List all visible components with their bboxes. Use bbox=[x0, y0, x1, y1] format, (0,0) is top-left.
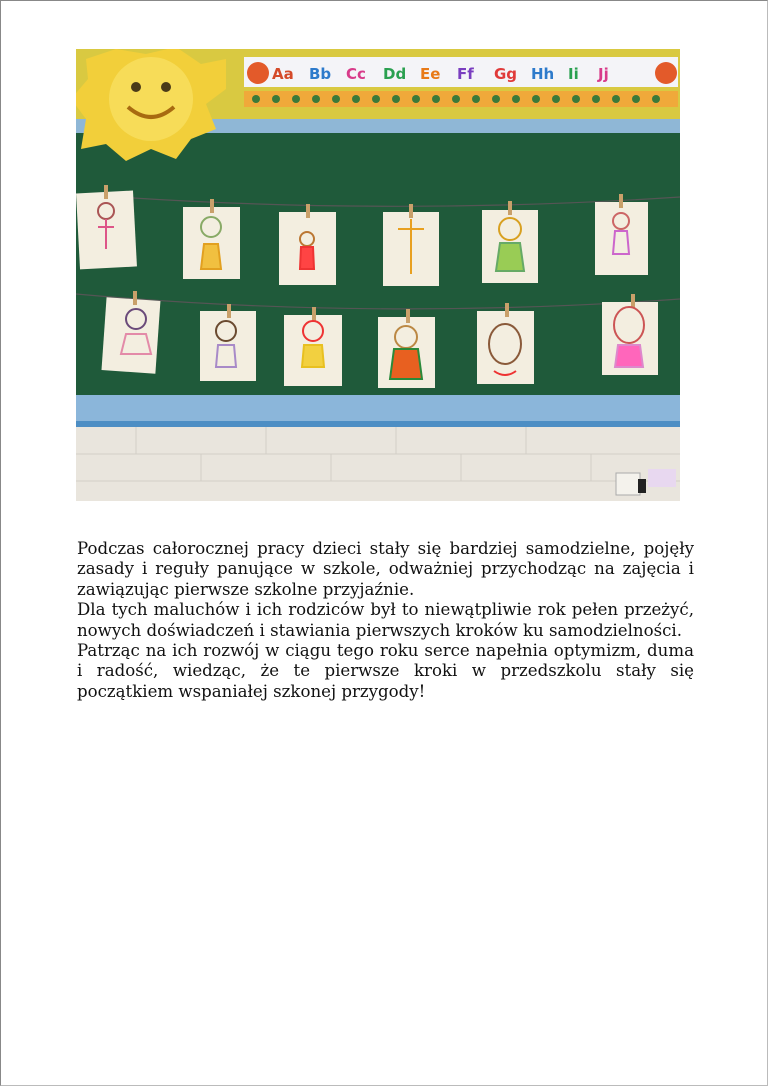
classroom-photo bbox=[76, 49, 680, 501]
drawing bbox=[477, 311, 534, 384]
decor-border-pattern bbox=[252, 95, 660, 103]
wall-outlet bbox=[616, 473, 640, 495]
paragraph-3: Patrząc na ich rozwój w ciągu tego roku serce napełnia optymizm, duma i radość, wiedząc, że te pierwsze kroki w przedszkolu stały się początkiem wspaniałej szkonej przygody! bbox=[77, 641, 694, 701]
letter-gg: Gg bbox=[494, 65, 518, 83]
letter-ee: Ee bbox=[420, 65, 441, 83]
chalk-tray bbox=[76, 395, 680, 425]
letter-ii: Ii bbox=[568, 65, 579, 83]
classroom-drawings-image bbox=[76, 49, 680, 501]
body-text bbox=[77, 539, 694, 702]
letter-dd: Dd bbox=[383, 65, 407, 83]
chalk-tray-edge bbox=[76, 421, 680, 427]
letter-hh: Hh bbox=[531, 65, 555, 83]
letter-cc: Cc bbox=[346, 65, 366, 83]
paragraph-1: Podczas całorocznej pracy dzieci stały się bardziej samodzielne, pojęły zasady i reguły panujące w szkole, odważniej przychodząc na zajęcia i zawiązując pierwsze szkolne przyjaźnie. bbox=[77, 539, 694, 599]
letter-bb: Bb bbox=[309, 65, 332, 83]
plug bbox=[638, 479, 646, 493]
drawing bbox=[101, 297, 160, 374]
wall-note bbox=[648, 469, 676, 487]
letter-aa: Aa bbox=[272, 65, 294, 83]
paragraph-2: Dla tych maluchów i ich rodziców był to niewątpliwie rok pełen przeżyć, nowych doświadczeń i stawiania pierwszych kroków ku samodzielności. bbox=[77, 600, 694, 640]
letter-ff: Ff bbox=[457, 65, 474, 83]
letter-jj: Jj bbox=[598, 65, 609, 83]
